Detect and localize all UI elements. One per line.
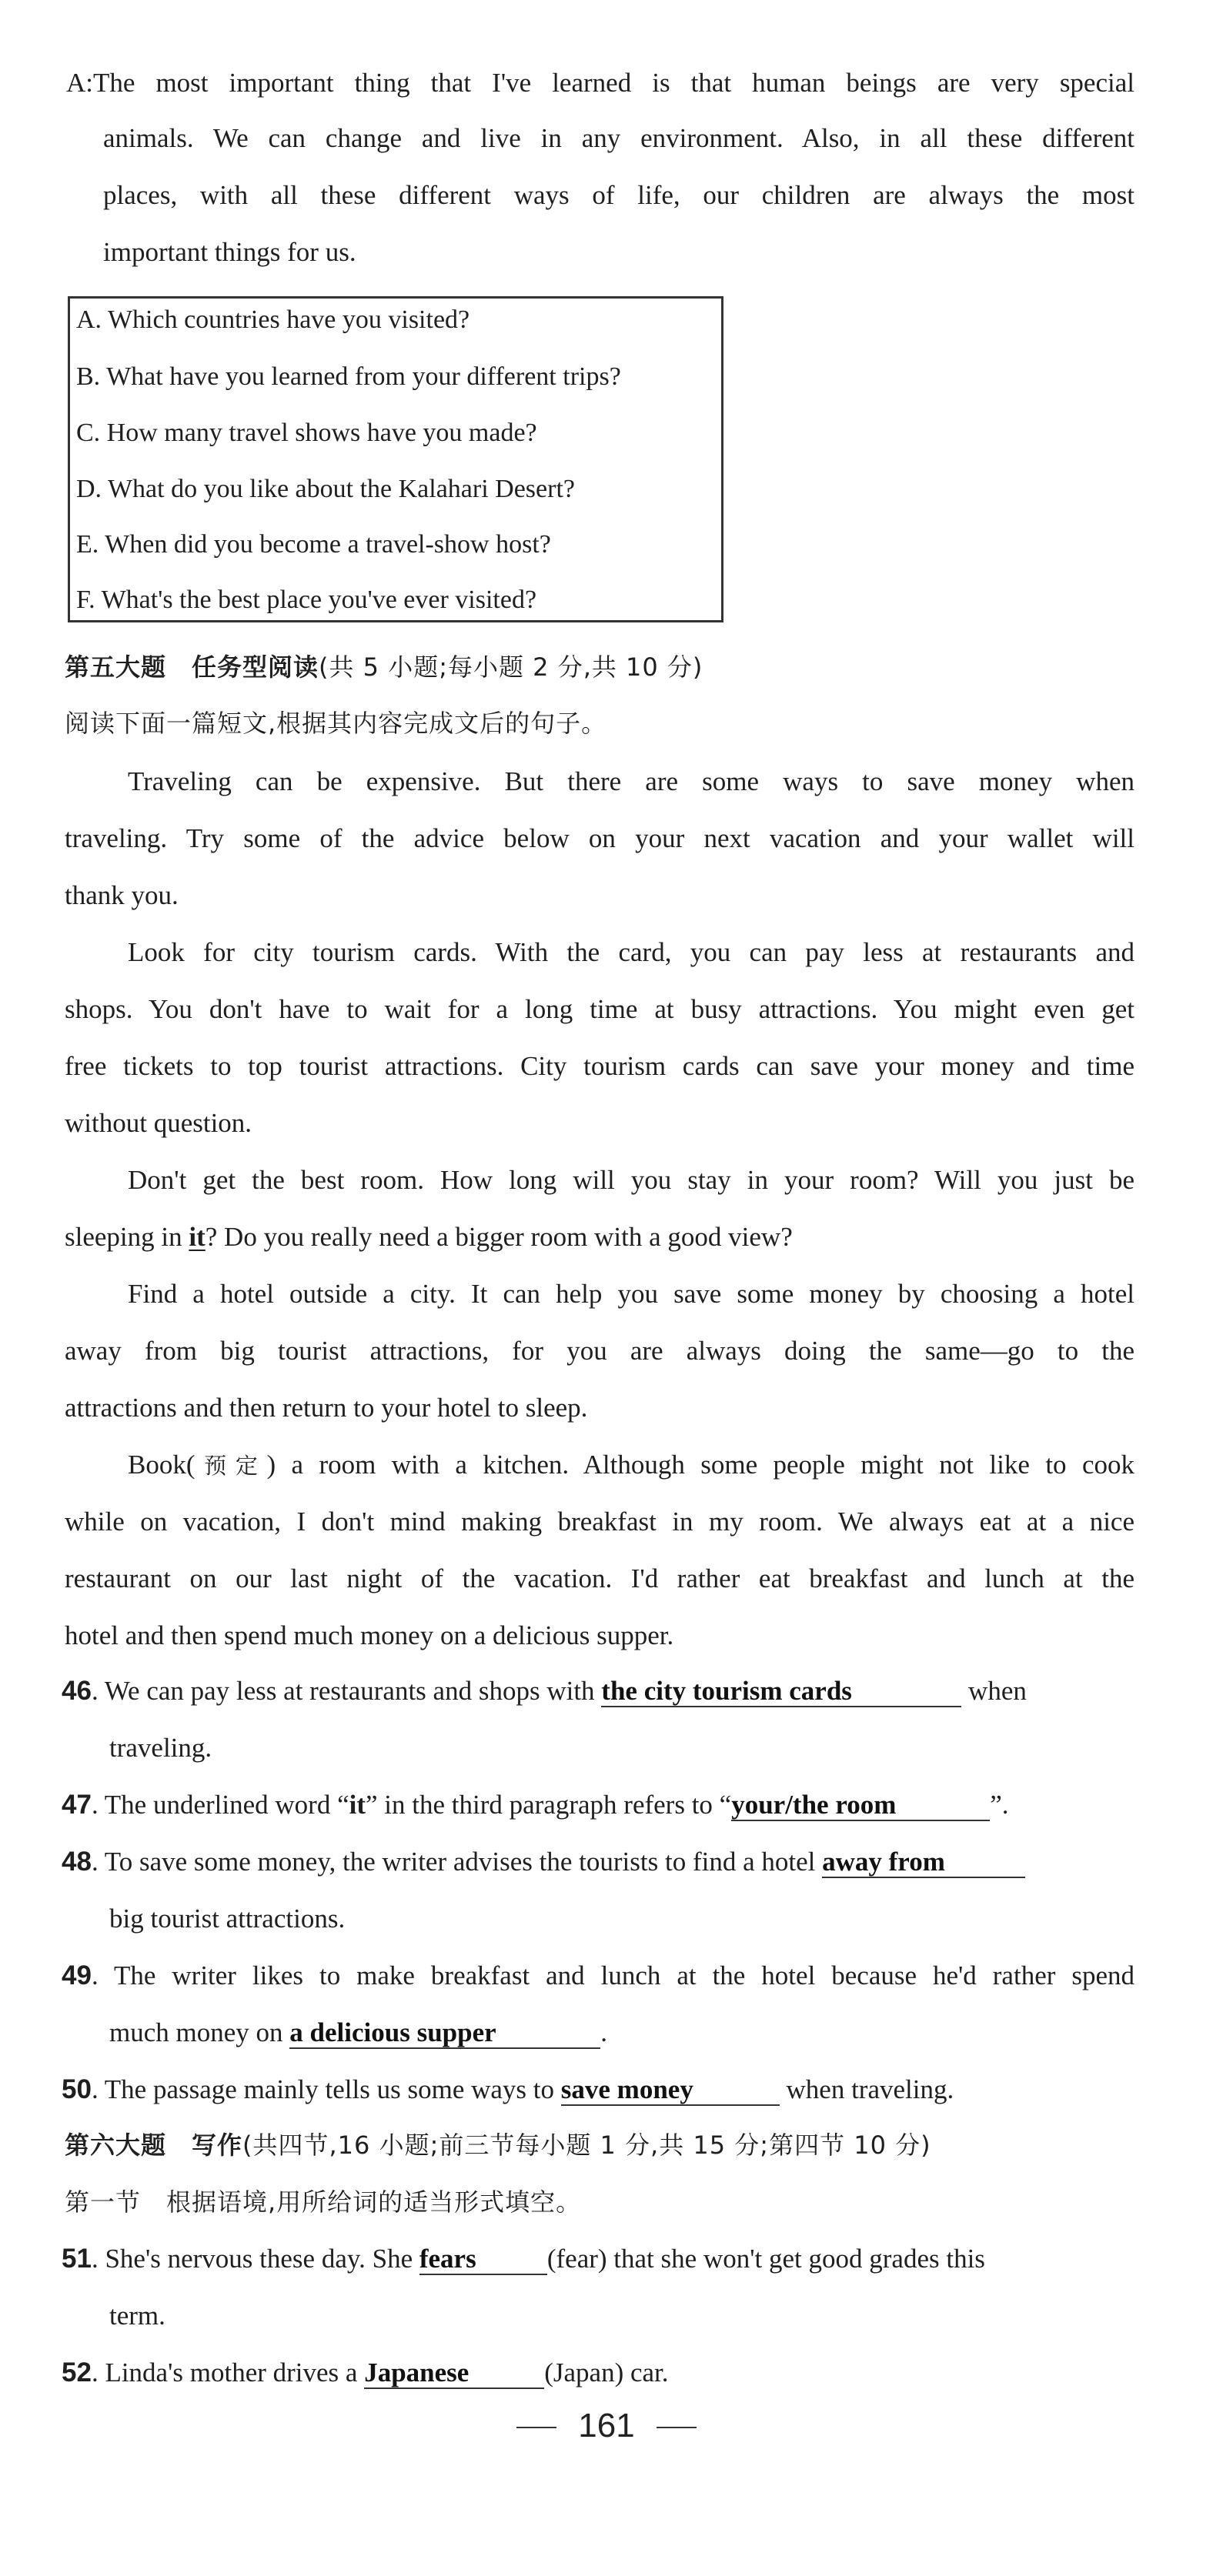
- passage-line: thank you.: [65, 880, 179, 910]
- passage-line: restaurant on our last night of the vacation. I'd rather eat breakfast and lunch at the: [65, 1563, 1134, 1593]
- passage-line: attractions and then return to your hotel to sleep.: [65, 1393, 588, 1423]
- question-49: 49. The writer likes to make breakfast and lunch at the hotel because he'd rather spend: [62, 1960, 1134, 1990]
- question-51: 51. She's nervous these day. She fears (fear) that she won't get good grades this: [62, 2244, 985, 2274]
- answer-field[interactable]: a delicious supper: [289, 2018, 600, 2049]
- option-c: C. How many travel shows have you made?: [76, 419, 537, 447]
- question-50: 50. The passage mainly tells us some ways to save money when traveling.: [62, 2074, 954, 2104]
- question-continuation: much money on a delicious supper .: [109, 2017, 608, 2047]
- speaker-label: A:: [66, 68, 93, 98]
- answer-field[interactable]: fears: [419, 2244, 547, 2275]
- question-continuation: term.: [109, 2301, 165, 2331]
- passage-line: while on vacation, I don't mind making breakfast in my room. We always eat at a nice: [65, 1507, 1134, 1537]
- question-52: 52. Linda's mother drives a Japanese (Japan) car.: [62, 2357, 669, 2387]
- question-46: 46. We can pay less at restaurants and shops with the city tourism cards when: [62, 1676, 1027, 1706]
- passage-line: Traveling can be expensive. But there are some ways to save money when: [128, 766, 1134, 796]
- passage-line: hotel and then spend much money on a delicious supper.: [65, 1620, 674, 1650]
- answer-field[interactable]: save money: [561, 2075, 780, 2106]
- option-e: E. When did you become a travel-show host?: [76, 530, 551, 559]
- question-47: 47. The underlined word “it” in the third paragraph refers to “your/the room ”.: [62, 1790, 1009, 1820]
- answer-field[interactable]: the city tourism cards: [601, 1677, 961, 1707]
- passage-line: shops. You don't have to wait for a long time at busy attractions. You might even get: [65, 994, 1134, 1024]
- section-title: 第六大题 写作(共四节,16 小题;前三节每小题 1 分,共 15 分;第四节 10 分): [65, 2131, 931, 2160]
- dialogue-line: A:The most important thing that I've learned is that human beings are very special: [66, 68, 1134, 98]
- dialogue-line: places, with all these different ways of life, our children are always the most: [103, 180, 1134, 210]
- question-continuation: big tourist attractions.: [109, 1904, 346, 1934]
- page-number-dash: [516, 2427, 556, 2428]
- passage-line: Look for city tourism cards. With the card, you can pay less at restaurants and: [128, 937, 1134, 967]
- option-b: B. What have you learned from your different trips?: [76, 362, 621, 391]
- question-continuation: traveling.: [109, 1733, 212, 1763]
- answer-field[interactable]: Japanese: [364, 2358, 544, 2389]
- passage-line: Book(预定) a room with a kitchen. Although some people might not like to cook: [128, 1450, 1134, 1480]
- passage-line: without question.: [65, 1108, 252, 1138]
- question-48: 48. To save some money, the writer advises the tourists to find a hotel away from: [62, 1845, 1025, 1879]
- option-d: D. What do you like about the Kalahari Desert?: [76, 475, 575, 503]
- section-title: 第五大题 任务型阅读(共 5 小题;每小题 2 分,共 10 分): [65, 652, 703, 682]
- passage-line: traveling. Try some of the advice below on your next vacation and your wallet will: [65, 823, 1134, 853]
- page-number-dash: [657, 2427, 697, 2428]
- answer-field[interactable]: away from: [822, 1847, 1025, 1878]
- option-f: F. What's the best place you've ever visited?: [76, 586, 537, 614]
- section-instruction: 阅读下面一篇短文,根据其内容完成文后的句子。: [65, 709, 607, 738]
- option-a: A. Which countries have you visited?: [76, 305, 470, 334]
- answer-field[interactable]: your/the room: [731, 1790, 990, 1821]
- page-number: 161: [0, 2407, 1213, 2445]
- dialogue-line: animals. We can change and live in any environment. Also, in all these different: [103, 123, 1134, 153]
- passage-line: free tickets to top tourist attractions. City tourism cards can save your money and time: [65, 1051, 1134, 1081]
- passage-line: away from big tourist attractions, for you are always doing the same—go to the: [65, 1336, 1134, 1366]
- passage-line: Don't get the best room. How long will you stay in your room? Will you just be: [128, 1165, 1134, 1195]
- passage-line: sleeping in it? Do you really need a bigger room with a good view?: [65, 1222, 793, 1252]
- subsection-title: 第一节 根据语境,用所给词的适当形式填空。: [65, 2187, 582, 2217]
- options-box: [68, 296, 723, 622]
- passage-line: Find a hotel outside a city. It can help you save some money by choosing a hotel: [128, 1279, 1134, 1309]
- dialogue-line: important things for us.: [103, 237, 356, 267]
- underlined-word: it: [189, 1222, 206, 1252]
